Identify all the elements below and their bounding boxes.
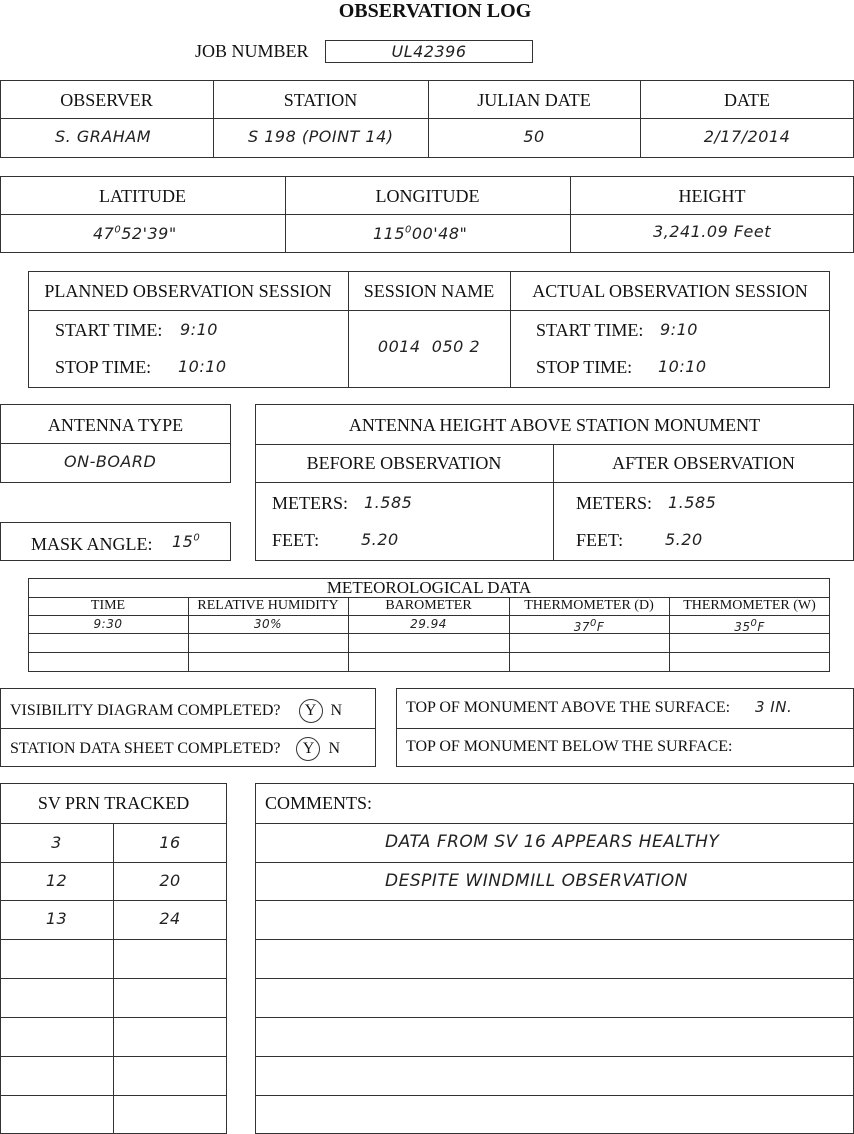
- station-sheet-no-option[interactable]: N: [328, 740, 341, 757]
- after-feet-label: FEET:: [576, 530, 624, 550]
- visibility-diagram-label: VISIBILITY DIAGRAM COMPLETED?: [10, 702, 281, 719]
- sv-left-3[interactable]: 13: [45, 909, 68, 928]
- met-barometer-value[interactable]: 29.94: [410, 617, 447, 631]
- antenna-type-value[interactable]: ON-BOARD: [64, 452, 157, 471]
- station-sheet-label: STATION DATA SHEET COMPLETED?: [10, 740, 281, 757]
- sv-right-3[interactable]: 24: [159, 909, 181, 928]
- longitude-value[interactable]: $115^000'48$": [373, 224, 468, 243]
- after-observation-header: AFTER OBSERVATION: [612, 453, 795, 473]
- observer-header: OBSERVER: [60, 90, 153, 110]
- after-meters-label: METERS:: [576, 493, 653, 513]
- visibility-yes-option[interactable]: Y: [299, 699, 323, 723]
- comment-line-2[interactable]: DESPITE WINDMILL OBSERVATION: [385, 871, 688, 891]
- observer-value[interactable]: S. GRAHAM: [55, 127, 152, 146]
- actual-session-header: ACTUAL OBSERVATION SESSION: [532, 281, 808, 301]
- height-value[interactable]: 3,241.09 Feet: [653, 222, 771, 241]
- met-col-thermo-d: THERMOMETER (D): [524, 598, 654, 613]
- comments-header: COMMENTS:: [265, 793, 373, 813]
- latitude-header: LATITUDE: [99, 186, 186, 206]
- planned-start-value[interactable]: 9:10: [180, 320, 218, 339]
- met-thermo-w-value[interactable]: $35^0F$: [734, 618, 765, 634]
- mask-angle-label: MASK ANGLE:: [31, 534, 153, 554]
- station-value[interactable]: S 198 (POINT 14): [248, 127, 394, 146]
- julian-date-value[interactable]: 50: [523, 127, 545, 146]
- station-sheet-row: [10, 737, 340, 761]
- monument-above-label: TOP OF MONUMENT ABOVE THE SURFACE:: [406, 699, 731, 716]
- julian-date-header: JULIAN DATE: [477, 90, 591, 110]
- latitude-value[interactable]: $47^052'39$": [93, 224, 177, 243]
- visibility-diagram-row: [10, 699, 342, 723]
- after-meters-value[interactable]: 1.585: [668, 493, 717, 512]
- before-feet-label: FEET:: [272, 530, 320, 550]
- sv-prn-header: SV PRN TRACKED: [37, 793, 190, 813]
- met-col-time: TIME: [90, 598, 126, 613]
- met-time-value[interactable]: 9:30: [93, 617, 123, 631]
- mask-angle-value[interactable]: $15^0$: [172, 532, 201, 551]
- comment-line-1[interactable]: DATA FROM SV 16 APPEARS HEALTHY: [385, 832, 720, 852]
- job-number-field[interactable]: [325, 40, 533, 63]
- job-number-value: UL42396: [391, 42, 467, 61]
- after-feet-value[interactable]: 5.20: [665, 530, 703, 549]
- visibility-no-option[interactable]: N: [330, 702, 343, 719]
- met-col-thermo-w: THERMOMETER (W): [683, 598, 816, 613]
- date-header: DATE: [724, 90, 770, 110]
- sv-left-1[interactable]: 3: [51, 833, 62, 852]
- met-title: METEOROLOGICAL DATA: [326, 578, 532, 597]
- height-header: HEIGHT: [678, 186, 746, 206]
- actual-stop-value[interactable]: 10:10: [658, 357, 707, 376]
- session-name-header: SESSION NAME: [363, 281, 495, 301]
- actual-stop-label: STOP TIME:: [536, 357, 633, 377]
- station-header: STATION: [283, 90, 358, 110]
- monument-below-label: TOP OF MONUMENT BELOW THE SURFACE:: [406, 738, 733, 755]
- met-col-humidity: RELATIVE HUMIDITY: [197, 598, 339, 613]
- sv-left-2[interactable]: 12: [45, 871, 68, 890]
- date-value[interactable]: 2/17/2014: [703, 127, 791, 146]
- actual-start-value[interactable]: 9:10: [660, 320, 698, 339]
- session-name-value[interactable]: 0014 050 2: [377, 337, 481, 356]
- antenna-height-header: ANTENNA HEIGHT ABOVE STATION MONUMENT: [348, 415, 761, 435]
- monument-above-value[interactable]: 3 IN.: [755, 698, 793, 716]
- sv-right-2[interactable]: 20: [159, 871, 181, 890]
- job-number-label: JOB NUMBER: [195, 41, 309, 61]
- met-thermo-d-value[interactable]: $37^0F$: [573, 618, 605, 634]
- before-feet-value[interactable]: 5.20: [361, 530, 399, 549]
- planned-session-header: PLANNED OBSERVATION SESSION: [44, 281, 332, 301]
- planned-start-label: START TIME:: [55, 320, 163, 340]
- longitude-header: LONGITUDE: [375, 186, 480, 206]
- before-observation-header: BEFORE OBSERVATION: [306, 453, 502, 473]
- actual-start-label: START TIME:: [536, 320, 644, 340]
- met-humidity-value[interactable]: 30%: [253, 617, 283, 631]
- sv-right-1[interactable]: 16: [159, 833, 181, 852]
- page-title: OBSERVATION LOG: [338, 0, 532, 22]
- met-col-barometer: BAROMETER: [385, 598, 472, 613]
- planned-stop-value[interactable]: 10:10: [178, 357, 227, 376]
- antenna-type-header: ANTENNA TYPE: [47, 415, 184, 435]
- before-meters-value[interactable]: 1.585: [364, 493, 413, 512]
- planned-stop-label: STOP TIME:: [55, 357, 152, 377]
- before-meters-label: METERS:: [272, 493, 349, 513]
- station-sheet-yes-option[interactable]: Y: [296, 737, 320, 761]
